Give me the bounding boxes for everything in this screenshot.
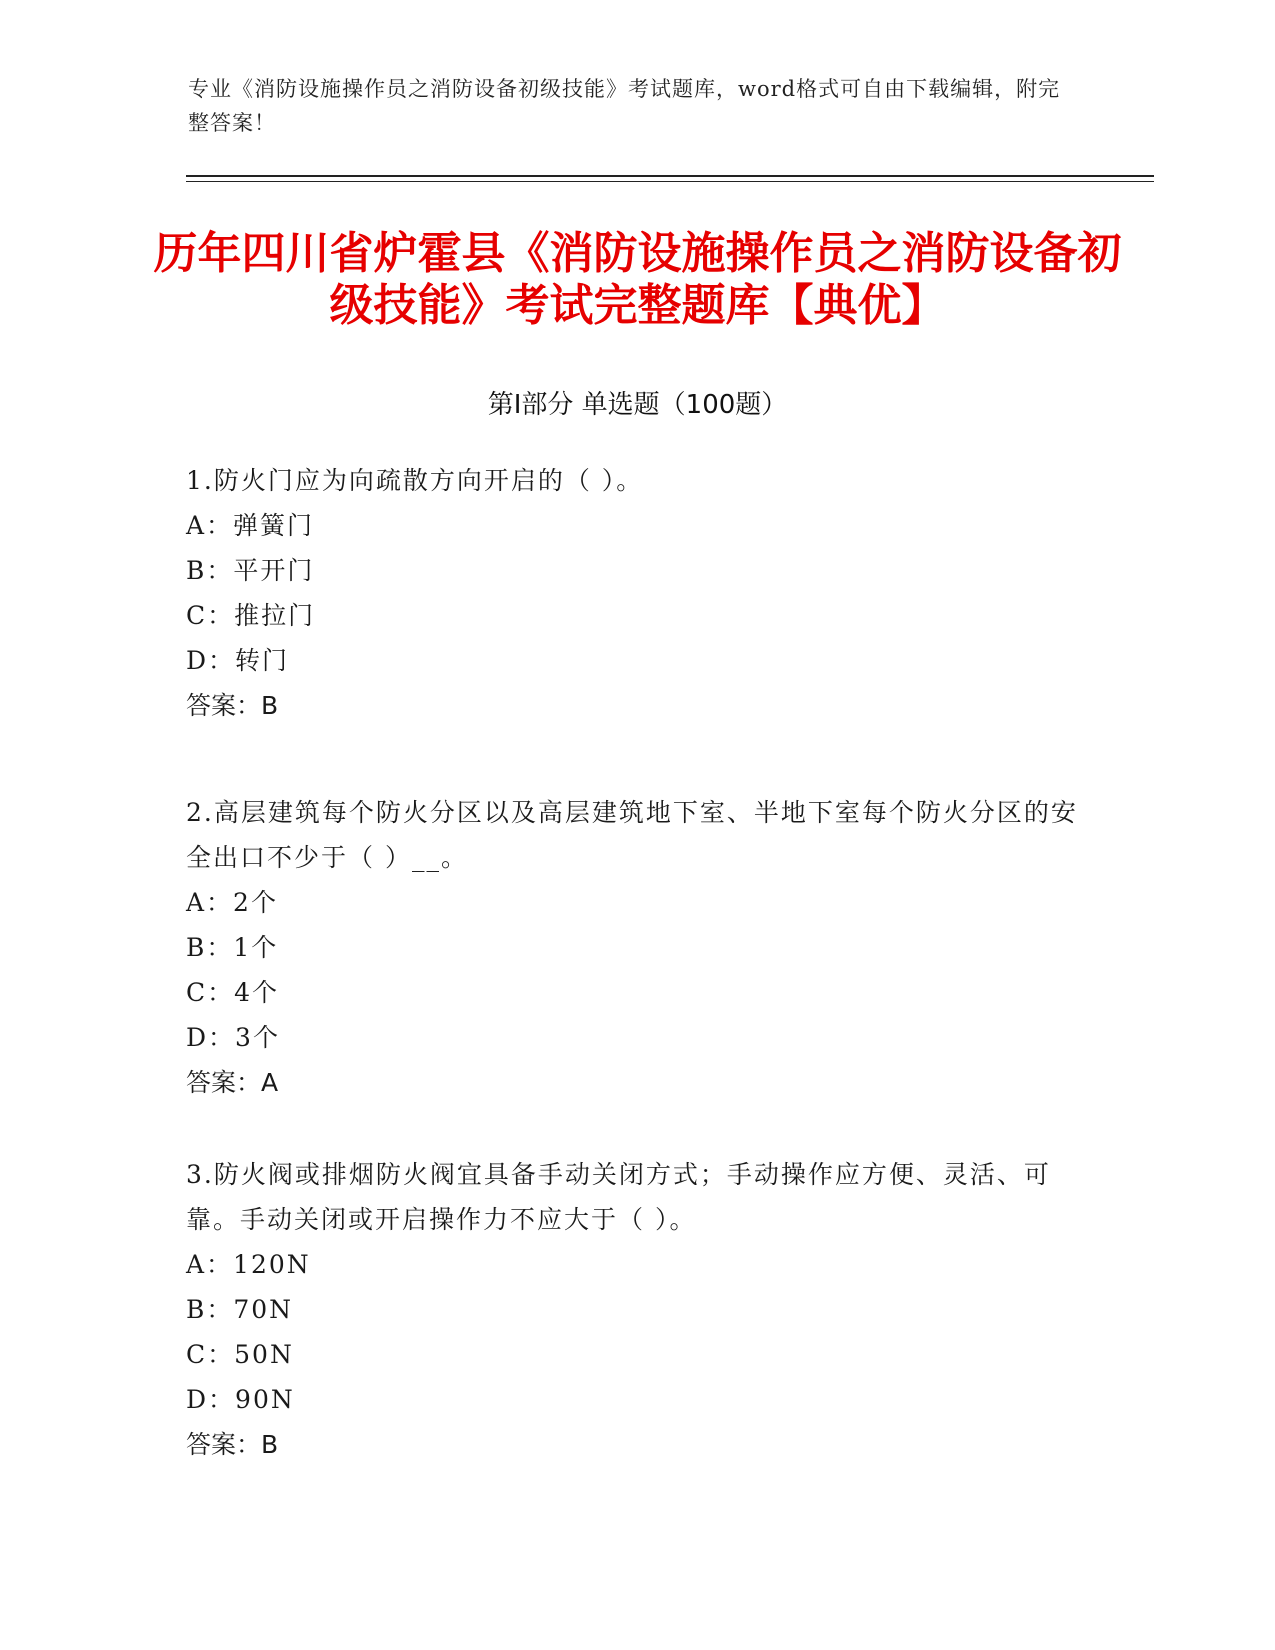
option-b: B：平开门	[186, 556, 315, 585]
option-d: D：转门	[186, 646, 290, 675]
option-c: C：50N	[186, 1340, 294, 1369]
option-a: A：120N	[186, 1250, 311, 1279]
option-c: C：推拉门	[186, 601, 316, 630]
header-rule-thin	[186, 181, 1154, 182]
option-d: D：90N	[186, 1385, 295, 1414]
option-a: A：2个	[186, 888, 278, 917]
document-title: 历年四川省炉霍县《消防设施操作员之消防设备初级技能》考试完整题库【典优】	[153, 228, 1122, 331]
answer: 答案：A	[186, 1068, 279, 1097]
question-stem: 1.防火门应为向疏散方向开启的（ ）。	[186, 466, 644, 495]
question-stem: 3.防火阀或排烟防火阀宜具备手动关闭方式；手动操作应方便、灵活、可靠。手动关闭或开启操作力不应大于（ ）。	[186, 1160, 1051, 1234]
question-1	[186, 458, 1086, 728]
option-a: A：弹簧门	[186, 511, 315, 540]
section-title: 第I部分 单选题（100题）	[487, 390, 788, 420]
answer: 答案：B	[186, 691, 279, 720]
option-b: B：1个	[186, 933, 279, 962]
option-d: D：3个	[186, 1023, 280, 1052]
header-note: 专业《消防设施操作员之消防设备初级技能》考试题库，word格式可自由下载编辑，附完整答案！	[188, 77, 1061, 135]
question-2	[186, 790, 1086, 1105]
question-3	[186, 1152, 1086, 1467]
option-c: C：4个	[186, 978, 280, 1007]
option-b: B：70N	[186, 1295, 294, 1324]
question-stem: 2.高层建筑每个防火分区以及高层建筑地下室、半地下室每个防火分区的安全出口不少于（ ）__。	[186, 798, 1078, 872]
header-rule-thick	[186, 175, 1154, 177]
answer: 答案：B	[186, 1430, 279, 1459]
